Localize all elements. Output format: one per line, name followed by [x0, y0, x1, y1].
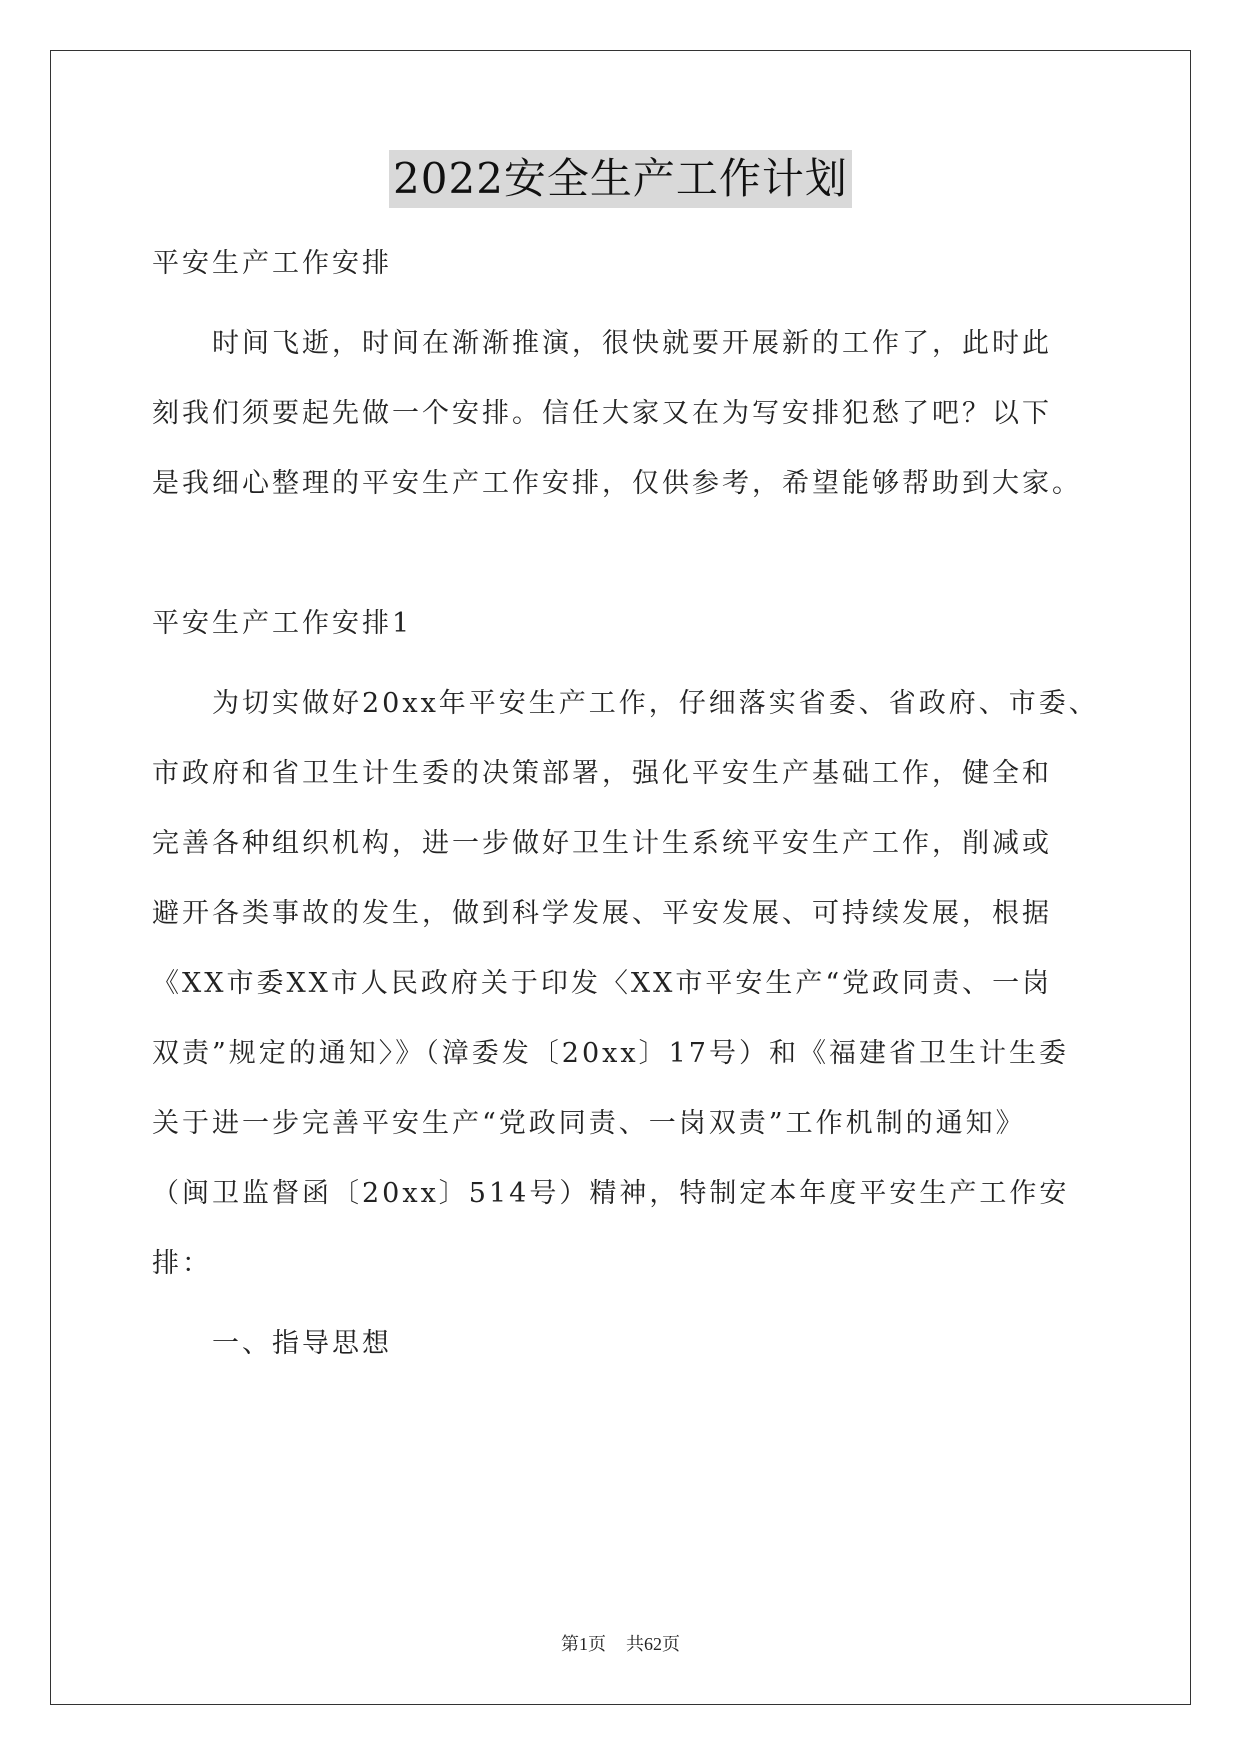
paragraph-line: 双责”规定的通知〉》（漳委发〔20xx〕17号）和《福建省卫生计生委 — [152, 1038, 1069, 1069]
page-total: 共62页 — [626, 1634, 680, 1654]
page-footer — [0, 1632, 1241, 1656]
paragraph-line: 关于进一步完善平安生产“党政同责、一岗双责”工作机制的通知》 — [152, 1108, 1026, 1139]
document-title: 2022安全生产工作计划 — [389, 150, 852, 208]
paragraph-line: 《XX市委XX市人民政府关于印发〈XX市平安生产“党政同责、一岗 — [152, 968, 1053, 999]
section-heading: 平安生产工作安排 — [152, 248, 392, 279]
page-number: 第1页 — [561, 1634, 606, 1654]
paragraph-line: 市政府和省卫生计生委的决策部署，强化平安生产基础工作，健全和 — [152, 758, 1052, 789]
paragraph-line: 是我细心整理的平安生产工作安排，仅供参考，希望能够帮助到大家。 — [152, 468, 1082, 499]
paragraph-line: 避开各类事故的发生，做到科学发展、平安发展、可持续发展，根据 — [152, 898, 1052, 929]
paragraph-line: （闽卫监督函〔20xx〕514号）精神，特制定本年度平安生产工作安 — [152, 1178, 1070, 1209]
paragraph-line: 刻我们须要起先做一个安排。信任大家又在为写安排犯愁了吧？以下 — [152, 398, 1052, 429]
paragraph-line: 为切实做好20xx年平安生产工作，仔细落实省委、省政府、市委、 — [212, 688, 1099, 719]
page-border — [50, 50, 1191, 1705]
title-container — [0, 150, 1241, 208]
paragraph-line: 完善各种组织机构，进一步做好卫生计生系统平安生产工作，削减或 — [152, 828, 1052, 859]
subsection-heading: 一、指导思想 — [212, 1328, 392, 1359]
paragraph-line: 时间飞逝，时间在渐渐推演，很快就要开展新的工作了，此时此 — [212, 328, 1052, 359]
paragraph-line: 排： — [152, 1248, 212, 1279]
section-heading: 平安生产工作安排1 — [152, 608, 413, 639]
